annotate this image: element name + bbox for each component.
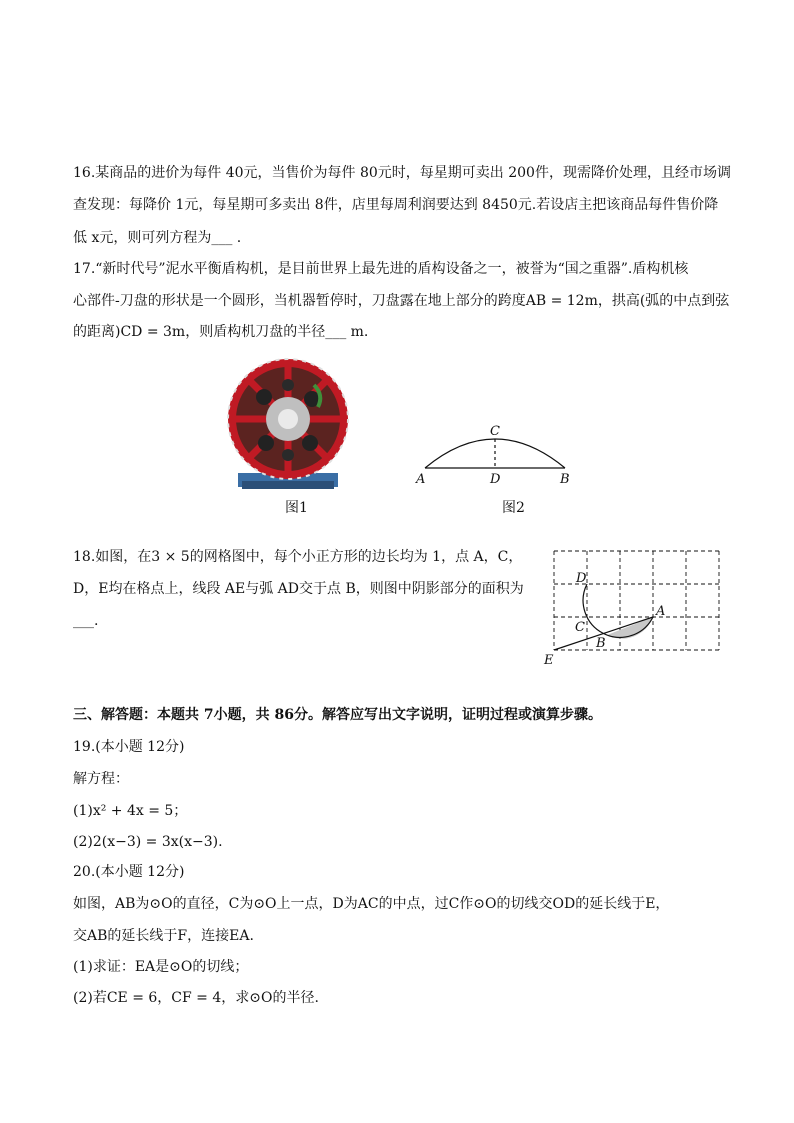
q20-part-1: (1)求证：EA是⊙O的切线； [73, 959, 249, 975]
fig2-caption: 图2 [502, 500, 525, 516]
q17-line-1: 17.“新时代号”泥水平衡盾构机，是目前世界上最先进的盾构设备之一，被誉为“国之重器”.盾构机核 [73, 261, 689, 277]
grid-label-e: E [544, 653, 554, 668]
q20-title: 20.(本小题 12分) [73, 864, 185, 880]
fig2-label-a: A [416, 472, 426, 487]
q19-title: 19.(本小题 12分) [73, 739, 185, 755]
q16-line-3: 低 x元，则可列方程为___ . [73, 230, 242, 246]
fig2-label-c: C [490, 424, 500, 439]
q20-part-2: (2)若CE = 6，CF = 4，求⊙O的半径. [73, 990, 319, 1006]
q18-line-2: D，E均在格点上，线段 AE与弧 AD交于点 B，则图中阴影部分的面积为 [73, 581, 524, 597]
q18-line-3: ___. [73, 613, 99, 629]
q20-line-2: 交AB的延长线于F，连接EA. [73, 928, 254, 944]
q20-line-1: 如图，AB为⊙O的直径，C为⊙O上一点，D为AC的中点，过C作⊙O的切线交OD的延长线于E， [73, 896, 670, 912]
q16-line-1: 16.某商品的进价为每件 40元，当售价为每件 80元时，每星期可卖出 200件，现需降价处理，且经市场调 [73, 165, 731, 181]
q17-line-3: 的距离)CD = 3m，则盾构机刀盘的半径___ m. [73, 324, 369, 340]
tbm-cutter-image [222, 355, 352, 491]
grid-figure [540, 545, 730, 670]
section-heading: 三、解答题：本题共 7小题，共 86分。解答应写出文字说明，证明过程或演算步骤。 [73, 707, 602, 723]
grid-label-c: C [575, 620, 585, 635]
fig1-caption: 图1 [285, 500, 308, 516]
q18-line-1: 18.如图，在3 × 5的网格图中，每个小正方形的边长均为 1，点 A，C， [73, 549, 523, 565]
grid-label-b: B [596, 636, 606, 651]
q19-part-2: (2)2(x−3) = 3x(x−3). [73, 834, 223, 850]
q19-part-1: (1)x² + 4x = 5； [73, 803, 188, 819]
q17-line-2: 心部件-刀盘的形状是一个圆形，当机器暂停时，刀盘露在地上部分的跨度AB = 12m，拱高(弧的中点到弦 [73, 293, 730, 309]
arc-chord-figure [410, 420, 580, 490]
grid-label-d: D [576, 571, 587, 586]
fig2-label-b: B [560, 472, 570, 487]
q19-prompt: 解方程： [73, 771, 129, 787]
fig2-label-d: D [490, 472, 501, 487]
grid-label-a: A [656, 604, 666, 619]
q16-line-2: 查发现：每降价 1元，每星期可多卖出 8件，店里每周利润要达到 8450元.若设店主把该商品每件售价降 [73, 197, 719, 213]
